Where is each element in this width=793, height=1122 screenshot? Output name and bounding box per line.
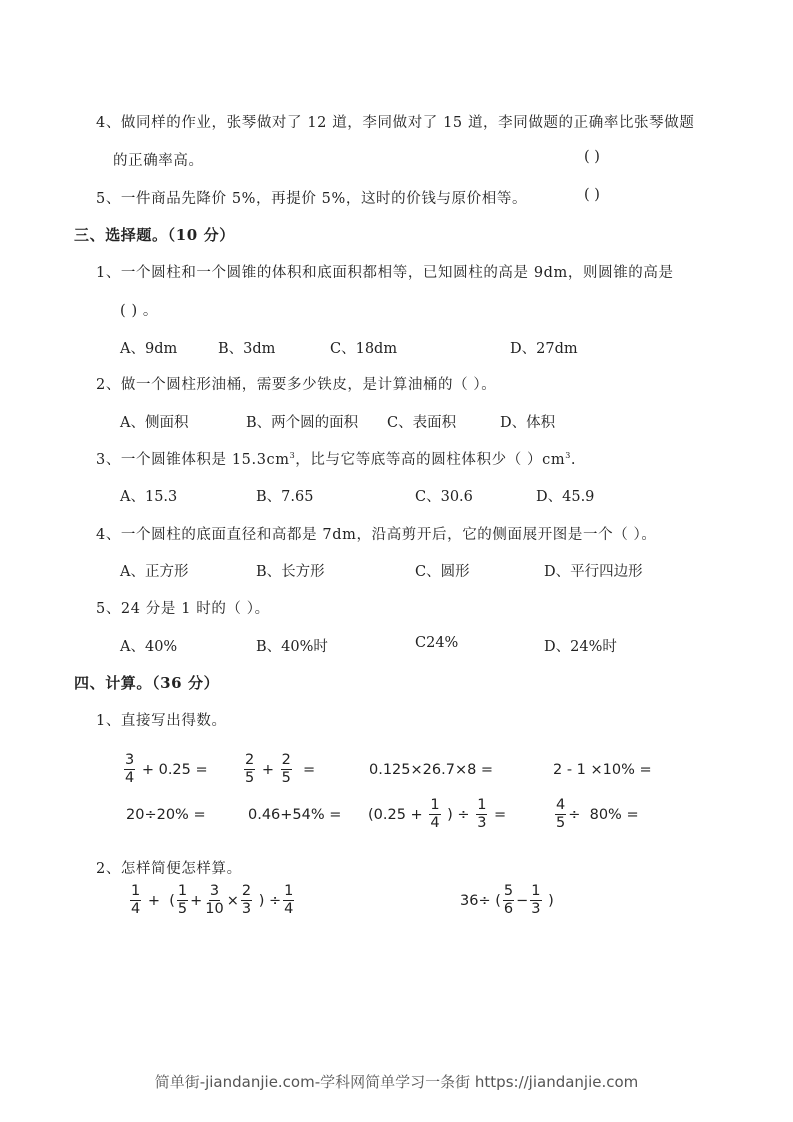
choice-q4-option-d[interactable]: D、平行四边形 bbox=[544, 564, 643, 580]
choice-q5-option-b[interactable]: B、40%时 bbox=[256, 639, 328, 655]
calc-simplify-expr-1 bbox=[128, 883, 296, 918]
fraction-numerator: 1 bbox=[284, 883, 294, 899]
calc-simplify-expr-2 bbox=[460, 883, 554, 918]
expr-text: (0.25 + bbox=[368, 806, 428, 823]
choice-q2-option-c[interactable]: C、表面积 bbox=[387, 415, 457, 431]
fraction-numerator: 2 bbox=[281, 752, 291, 768]
fraction bbox=[429, 797, 440, 832]
expr-text: = bbox=[489, 806, 507, 823]
fraction-numerator: 1 bbox=[477, 797, 487, 813]
fraction-numerator: 1 bbox=[531, 883, 541, 899]
calc-part1-title: 1、直接写出得数。 bbox=[96, 713, 227, 729]
choice-q1-option-d[interactable]: D、27dm bbox=[510, 341, 578, 357]
choice-q1-line2: ( ) 。 bbox=[120, 303, 159, 319]
choice-q3-text-b: ，比与它等底等高的圆柱体积少（ ）cm bbox=[295, 452, 566, 468]
judge-q4-line2: 的正确率高。 bbox=[113, 153, 204, 169]
calc-expr-5: 20÷20% = bbox=[126, 807, 206, 823]
fraction-denominator: 5 bbox=[177, 901, 188, 917]
choice-q2-option-d[interactable]: D、体积 bbox=[500, 415, 556, 431]
choice-q3-option-d[interactable]: D、45.9 bbox=[536, 489, 595, 505]
calc-expr-1 bbox=[122, 752, 208, 787]
judge-q4-answer-blank[interactable]: ( ) bbox=[584, 149, 600, 165]
fraction bbox=[281, 752, 292, 787]
choice-q4-option-c[interactable]: C、圆形 bbox=[415, 564, 470, 580]
operator: + bbox=[257, 761, 279, 778]
choice-q3-text-c: . bbox=[570, 452, 577, 468]
choice-q3-option-a[interactable]: A、15.3 bbox=[120, 489, 178, 505]
fraction bbox=[177, 883, 188, 918]
fraction-numerator: 3 bbox=[125, 752, 135, 768]
operator: − bbox=[516, 892, 529, 909]
expr-text: 36÷ ( bbox=[460, 892, 501, 909]
choice-q5-option-a[interactable]: A、40% bbox=[120, 639, 178, 655]
fraction-denominator: 5 bbox=[245, 770, 255, 786]
choice-q3-option-c[interactable]: C、30.6 bbox=[415, 489, 473, 505]
fraction bbox=[283, 883, 294, 918]
fraction bbox=[244, 752, 255, 787]
fraction bbox=[130, 883, 141, 918]
expr-text: + 0.25 = bbox=[137, 761, 208, 778]
operator: × bbox=[226, 892, 239, 909]
fraction-denominator: 4 bbox=[125, 770, 135, 786]
fraction-numerator: 4 bbox=[556, 797, 566, 813]
section-title-choice: 三、选择题。（10 分） bbox=[74, 226, 235, 244]
choice-q5-option-c[interactable]: C24% bbox=[415, 635, 459, 651]
operator: + bbox=[190, 892, 203, 909]
choice-q3-line1 bbox=[96, 448, 576, 469]
fraction-denominator: 4 bbox=[131, 901, 141, 917]
fraction-numerator: 2 bbox=[241, 883, 252, 899]
footer-watermark: 简单街-jiandanjie.com-学科网简单学习一条街 https://jiandanjie.com bbox=[154, 1073, 639, 1091]
operator: ) bbox=[543, 892, 554, 909]
choice-q3-sup1: 3 bbox=[289, 451, 296, 461]
calc-expr-7 bbox=[368, 797, 506, 832]
fraction bbox=[204, 883, 224, 918]
calc-part2-title: 2、怎样简便怎样算。 bbox=[96, 861, 242, 877]
choice-q1-option-b[interactable]: B、3dm bbox=[218, 341, 276, 357]
operator: ) ÷ bbox=[442, 806, 475, 823]
fraction bbox=[124, 752, 135, 787]
fraction-denominator: 5 bbox=[281, 770, 291, 786]
fraction-numerator: 2 bbox=[245, 752, 255, 768]
operator: ) ÷ bbox=[254, 892, 282, 909]
choice-q2-option-a[interactable]: A、侧面积 bbox=[120, 415, 189, 431]
fraction bbox=[241, 883, 252, 918]
calc-expr-2 bbox=[242, 752, 315, 787]
expr-text: = bbox=[293, 761, 316, 778]
fraction-numerator: 1 bbox=[430, 797, 440, 813]
choice-q2-option-b[interactable]: B、两个圆的面积 bbox=[246, 415, 359, 431]
fraction-denominator: 5 bbox=[556, 815, 566, 831]
fraction-numerator: 5 bbox=[503, 883, 514, 899]
fraction-denominator: 6 bbox=[503, 901, 514, 917]
expr-text: ÷ 80% = bbox=[568, 806, 639, 823]
choice-q3-sup2: 3 bbox=[565, 451, 571, 461]
calc-expr-6: 0.46+54% = bbox=[248, 807, 342, 823]
choice-q3-text-a: 3、一个圆锥体积是 15.3cm bbox=[96, 452, 290, 468]
choice-q5-option-d[interactable]: D、24%时 bbox=[544, 639, 617, 655]
choice-q4-option-b[interactable]: B、长方形 bbox=[256, 564, 325, 580]
fraction bbox=[530, 883, 541, 918]
choice-q4-option-a[interactable]: A、正方形 bbox=[120, 564, 189, 580]
calc-expr-4: 2 - 1 ×10% = bbox=[553, 762, 652, 778]
choice-q5-line1: 5、24 分是 1 时的（ ）。 bbox=[96, 601, 270, 617]
choice-q4-line1: 4、一个圆柱的底面直径和高都是 7dm，沿高剪开后，它的侧面展开图是一个（ ）。 bbox=[96, 527, 657, 543]
choice-q3-option-b[interactable]: B、7.65 bbox=[256, 489, 314, 505]
fraction bbox=[503, 883, 514, 918]
fraction-numerator: 3 bbox=[209, 883, 220, 899]
fraction-denominator: 4 bbox=[430, 815, 440, 831]
fraction bbox=[555, 797, 566, 832]
fraction-numerator: 1 bbox=[177, 883, 188, 899]
fraction-denominator: 10 bbox=[205, 901, 224, 917]
choice-q1-line1: 1、一个圆柱和一个圆锥的体积和底面积都相等，已知圆柱的高是 9dm，则圆锥的高是 bbox=[96, 265, 674, 281]
section-title-calc: 四、计算。（36 分） bbox=[74, 674, 220, 692]
fraction bbox=[476, 797, 487, 832]
judge-q5-text: 5、一件商品先降价 5%，再提价 5%，这时的价钱与原价相等。 bbox=[96, 191, 528, 207]
operator: + ( bbox=[143, 892, 175, 909]
calc-expr-3: 0.125×26.7×8 = bbox=[369, 762, 494, 778]
fraction-denominator: 3 bbox=[531, 901, 541, 917]
fraction-denominator: 3 bbox=[241, 901, 252, 917]
choice-q1-option-c[interactable]: C、18dm bbox=[330, 341, 398, 357]
fraction-denominator: 3 bbox=[477, 815, 487, 831]
judge-q5-answer-blank[interactable]: ( ) bbox=[584, 187, 600, 203]
choice-q2-line1: 2、做一个圆柱形油桶，需要多少铁皮，是计算油桶的（ ）。 bbox=[96, 377, 497, 393]
judge-q4-line1: 4、做同样的作业，张琴做对了 12 道，李同做对了 15 道，李同做题的正确率比张琴做题 bbox=[96, 115, 695, 131]
fraction-numerator: 1 bbox=[131, 883, 141, 899]
fraction-denominator: 4 bbox=[284, 901, 294, 917]
choice-q1-option-a[interactable]: A、9dm bbox=[120, 341, 178, 357]
calc-expr-8 bbox=[553, 797, 639, 832]
